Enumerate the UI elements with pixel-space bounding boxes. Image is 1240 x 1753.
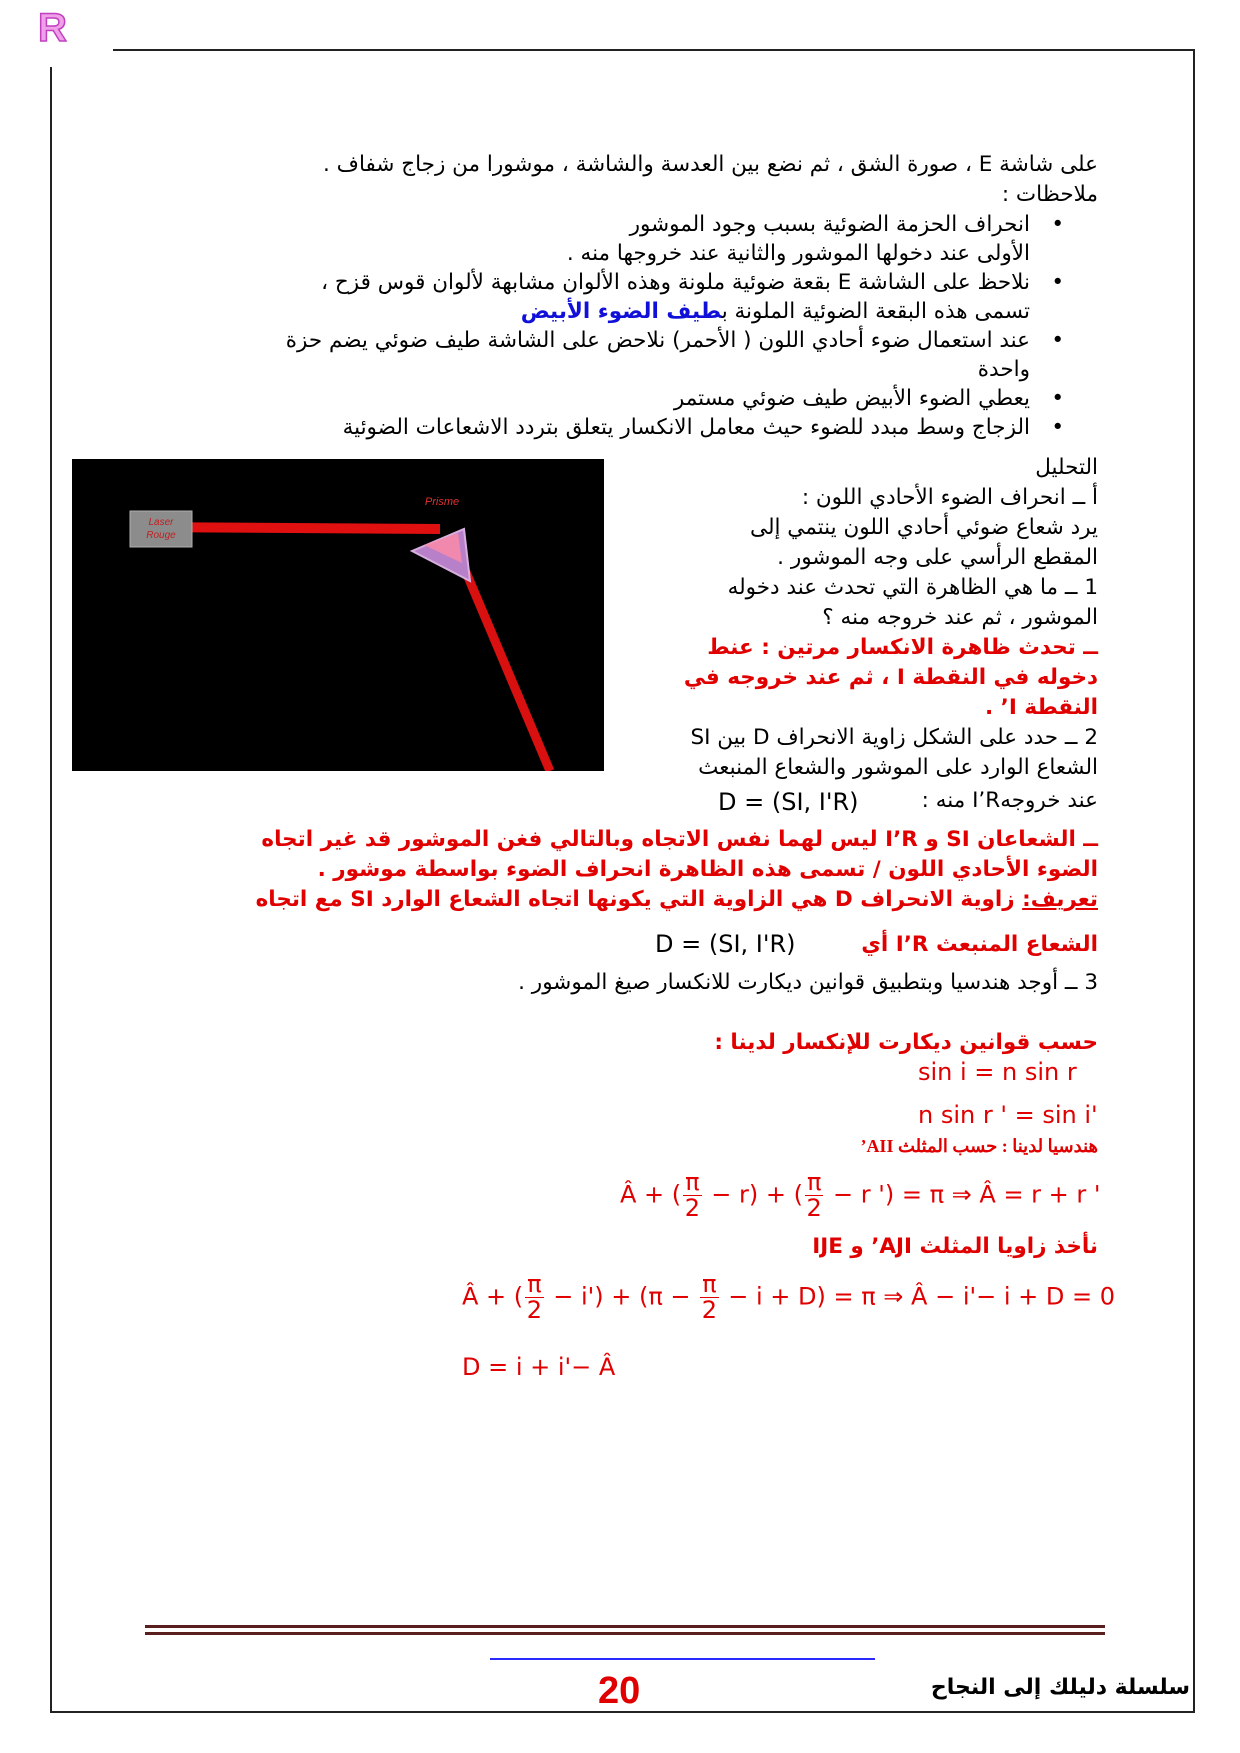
- deviation-formula: D = (SI, I'R): [655, 930, 796, 958]
- note-line: انحراف الحزمة الضوئية بسبب وجود الموشور: [629, 212, 1030, 237]
- page-frame-left: [50, 67, 52, 1712]
- bullet-icon: •: [1051, 415, 1064, 440]
- notes-list: [98, 210, 1098, 442]
- fraction: $\frac{\pi}{2}$: [806, 1168, 822, 1223]
- notes-title: ملاحظات :: [1001, 182, 1098, 207]
- answer-1: ــ تحدث ظاهرة الانكسار مرتين : عنط: [707, 635, 1098, 660]
- geometry-line: هندسيا لدينا : حسب المثلث AII’: [860, 1136, 1098, 1156]
- analysis-text: المقطع الرأسي على وجه الموشور .: [777, 545, 1098, 570]
- note-line: يعطي الضوء الأبيض طيف ضوئي مستمر: [673, 386, 1030, 411]
- intro-line: على شاشة E ، صورة الشق ، ثم نضع بين العدسة والشاشة ، موشورا من زجاج شفاف .: [323, 152, 1098, 177]
- bullet-icon: •: [1051, 328, 1064, 353]
- prism-angle-equation: [620, 1170, 1101, 1221]
- laser-label: Rouge: [146, 530, 176, 541]
- definition: [256, 885, 1098, 914]
- series-title: سلسلة دليلك إلى النجاح: [930, 1675, 1190, 1700]
- fraction: $\frac{\pi}{2}$: [526, 1270, 543, 1325]
- equation-part: Â + (: [620, 1180, 682, 1209]
- deviation-equation: [462, 1272, 1115, 1323]
- definition: الشعاع المنبعث I’R أي: [861, 932, 1098, 957]
- equation-part: − r ') = π ⇒ Â = r + r ': [825, 1180, 1101, 1209]
- page-number: 20: [598, 1670, 641, 1712]
- angles-line: نأخذ زاويا المثلث AJI’ و IJE: [812, 1234, 1098, 1259]
- note-line: الزجاج وسط مبدد للضوء حيث معامل الانكسار يتعلق بتردد الاشعاعات الضوئية: [342, 415, 1030, 440]
- logo-letter: R: [38, 6, 67, 50]
- note-item: [98, 413, 1098, 442]
- analysis-subtitle: أ ــ انحراف الضوء الأحادي اللون :: [801, 485, 1098, 510]
- note-item: [98, 326, 1098, 384]
- bullet-icon: •: [1051, 386, 1064, 411]
- equation-part: − r) + (: [703, 1180, 803, 1209]
- answer-3-title: حسب قوانين ديكارت للإنكسار لدينا :: [714, 1030, 1098, 1055]
- deviation-formula: D = (SI, I'R): [718, 788, 859, 816]
- snell-law-exit: n sin r ' = sin i': [918, 1101, 1098, 1129]
- definition-text: زاوية الانحراف D هي الزاوية التي يكونها اتجاه الشعاع الوارد SI مع اتجاه: [255, 887, 1023, 912]
- page-frame-top: [113, 49, 1194, 51]
- question-3: 3 ــ أوجد هندسيا وبتطبيق قوانين ديكارت للانكسار صيغ الموشور .: [518, 970, 1098, 995]
- footer-separator: [145, 1632, 1105, 1635]
- note-line: [98, 297, 1030, 326]
- equation-part: − i + D) = π ⇒ Â − i'− i + D = 0: [720, 1282, 1115, 1311]
- footer-separator: [145, 1625, 1105, 1628]
- snell-law-entry: sin i = n sin r: [918, 1058, 1077, 1086]
- question-2: 2 ــ حدد على الشكل زاوية الانحراف D بين SI: [690, 725, 1098, 750]
- footer-rule: [490, 1658, 875, 1660]
- page-frame-right: [1193, 49, 1195, 1712]
- answer-2: ــ الشعاعان SI و I’R ليس لهما نفس الاتجاه وبالتالي فغن الموشور قد غير اتجاه: [261, 827, 1098, 852]
- note-text: تسمى هذه البقعة الضوئية الملونة ب: [721, 299, 1030, 324]
- note-item: [98, 268, 1098, 326]
- question-2: عند خروجهI’R منه :: [921, 788, 1098, 813]
- answer-2: الضوء الأحادي اللون / تسمى هذه الظاهرة انحراف الضوء بواسطة موشور .: [317, 857, 1098, 882]
- answer-1: دخوله في النقطة I ، ثم عند خروجه في: [683, 665, 1098, 690]
- definition-label: تعريف:: [1022, 887, 1098, 912]
- equation-part: Â + (: [462, 1282, 524, 1311]
- bullet-icon: •: [1051, 270, 1064, 295]
- question-1: الموشور ، ثم عند خروجه منه ؟: [822, 605, 1098, 630]
- note-line: نلاحظ على الشاشة E بقعة ضوئية ملونة وهذه الألوان مشابهة لألوان قوس قزح ،: [321, 270, 1030, 295]
- fraction: $\frac{\pi}{2}$: [684, 1168, 701, 1223]
- question-2: الشعاع الوارد على الموشور والشعاع المنبعث: [698, 755, 1098, 780]
- bullet-icon: •: [1051, 212, 1064, 237]
- deviation-result: D = i + i'− Â: [462, 1353, 616, 1381]
- answer-1: النقطة I’ .: [985, 695, 1098, 720]
- equation-part: − i') + (π −: [545, 1282, 699, 1311]
- spectrum-term: طيف الضوء الأبيض: [520, 299, 722, 324]
- analysis-text: يرد شعاع ضوئي أحادي اللون ينتمي إلى: [750, 515, 1098, 540]
- laser-label: Laser: [148, 517, 174, 528]
- prism-laser-photo: [72, 459, 604, 771]
- note-item: [98, 210, 1098, 268]
- note-line: الأولى عند دخولها الموشور والثانية عند خروجها منه .: [566, 241, 1030, 266]
- note-line: عند استعمال ضوء أحادي اللون ( الأحمر) نلاحض على الشاشة طيف ضوئي يضم حزة: [285, 328, 1030, 353]
- fraction: $\frac{\pi}{2}$: [701, 1270, 718, 1325]
- prism-label: Prisme: [424, 496, 460, 508]
- question-1: 1 ــ ما هي الظاهرة التي تحدث عند دخوله: [727, 575, 1098, 600]
- analysis-title: التحليل: [1035, 455, 1098, 480]
- note-item: [98, 384, 1098, 413]
- note-line: واحدة: [977, 357, 1030, 382]
